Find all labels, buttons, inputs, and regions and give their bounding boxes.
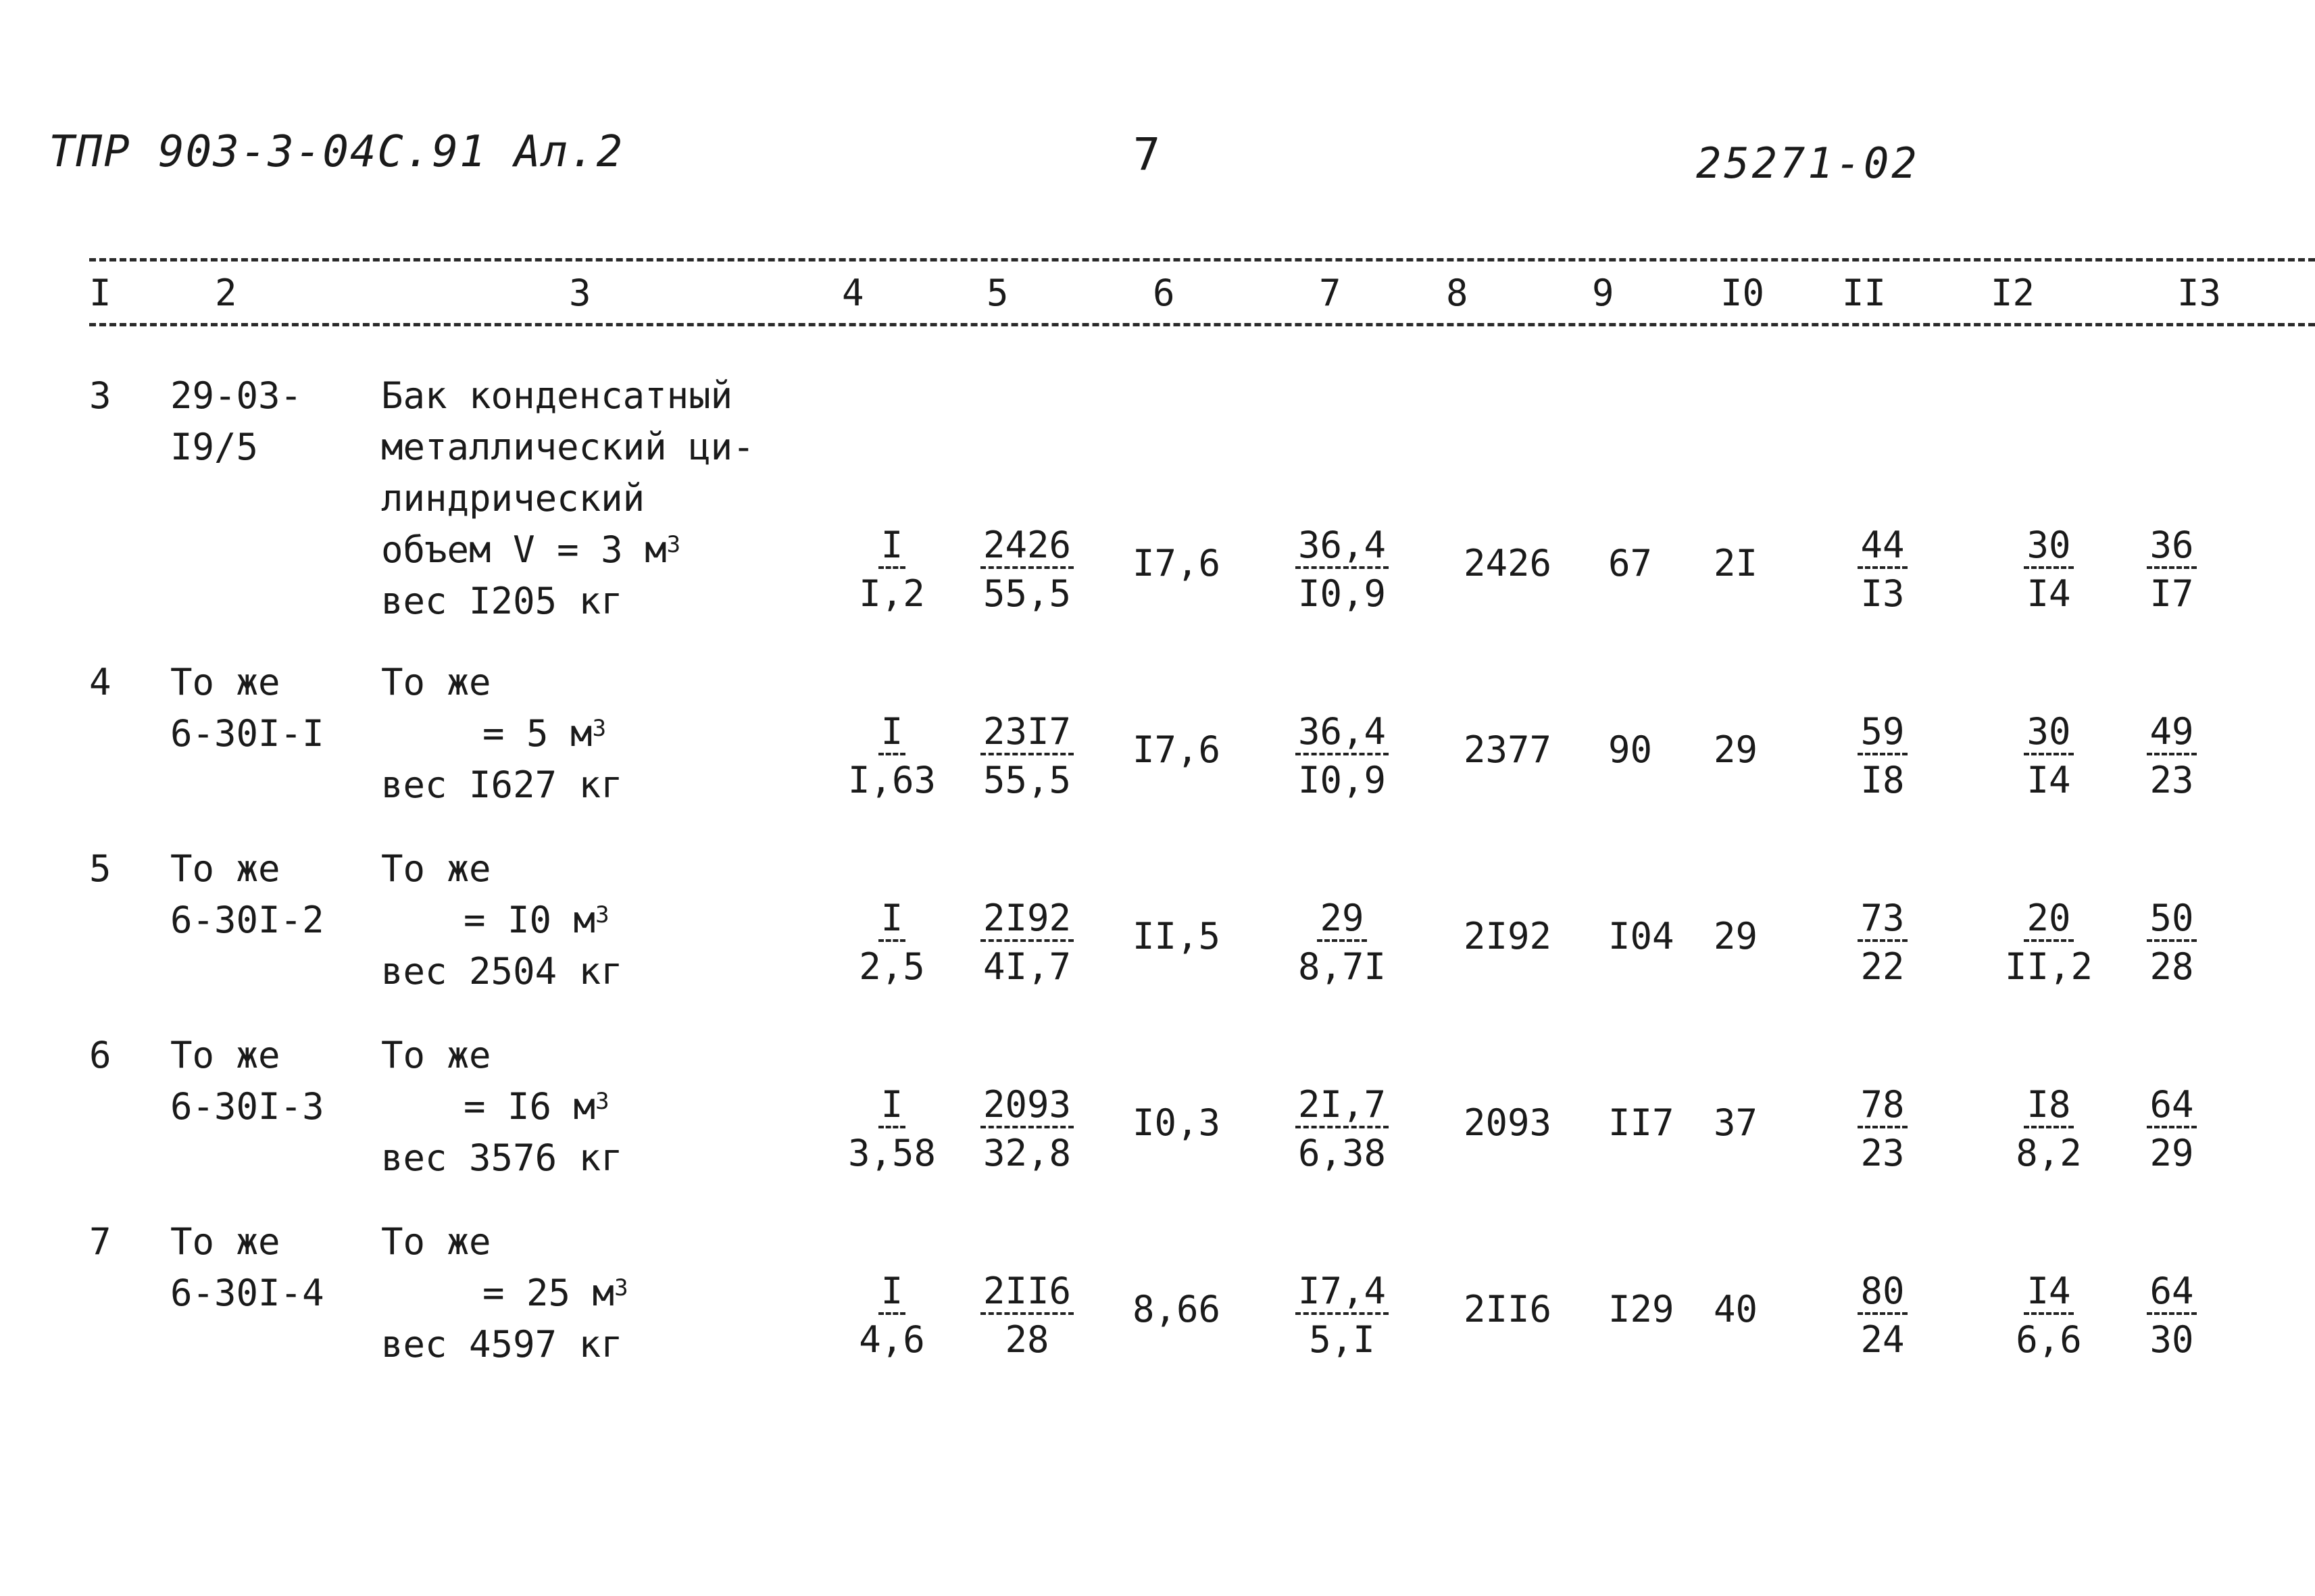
row-code: То же 6-30I-4 (170, 1220, 324, 1314)
cell-col7: $\frac{2I,7}{6,38}$ (1268, 1084, 1416, 1178)
cell-col9: 67 (1608, 542, 1653, 584)
column-header-8: 8 (1446, 272, 1468, 314)
cell-col10: 40 (1714, 1288, 1758, 1330)
cell-col12: $\frac{I4}{6,6}$ (2016, 1270, 2082, 1361)
cell-col11: $\frac{78}{23}$ (1808, 1084, 1957, 1178)
cell-col10: 29 (1714, 728, 1758, 771)
cell-col10: 29 (1714, 915, 1758, 957)
cell-col13: $\frac{36}{I7}$ (2097, 524, 2246, 619)
cell-col13: $\frac{50}{28}$ (2097, 897, 2246, 992)
cell-col12: $\frac{20}{II,2}$ (2004, 897, 2093, 988)
column-header-10: I0 (1720, 272, 1765, 314)
cell-col4: $\frac{I}{2,5}$ (859, 897, 925, 988)
row-code: То же 6-30I-I (170, 661, 324, 755)
cell-col13: $\frac{49}{23}$ (2097, 711, 2246, 805)
cell-col7: $\frac{36,4}{I0,9}$ (1268, 711, 1416, 805)
cell-col5: $\frac{2093}{32,8}$ (953, 1084, 1101, 1178)
cell-col12: $\frac{30}{I4}$ (1974, 711, 2123, 805)
cell-col9: II7 (1608, 1101, 1674, 1144)
cell-col6: I0,3 (1132, 1101, 1221, 1144)
row-description: Бак конденсатный металлический ци- линдрический объем V = 3 $м^3$ вес I205 кг (381, 374, 755, 622)
row-number: 7 (89, 1220, 111, 1263)
cell-col12: $\frac{30}{I4}$ (1974, 524, 2123, 619)
column-header-1: I (89, 272, 111, 314)
cell-col8: 2I92 (1464, 915, 1552, 957)
cell-col9: I29 (1608, 1288, 1674, 1330)
row-description: То же = 5 $м^3$ вес I627 кг (381, 661, 623, 806)
column-header-9: 9 (1592, 272, 1614, 314)
column-header-4: 4 (842, 272, 864, 314)
cell-col8: 2II6 (1464, 1288, 1552, 1330)
column-header-13: I3 (2177, 272, 2222, 314)
row-description: То же = I0 $м^3$ вес 2504 кг (381, 847, 623, 993)
cell-col8: 2377 (1464, 728, 1552, 771)
column-header-11: II (1842, 272, 1887, 314)
cell-col8: 2426 (1464, 542, 1552, 584)
cell-col11: $\frac{80}{24}$ (1808, 1270, 1957, 1365)
inventory-number: 25271-02 (1696, 139, 1920, 188)
cell-col6: II,5 (1132, 915, 1221, 957)
document-code: ТПР 903-3-04С.91 Ал.2 (49, 127, 624, 177)
header-top-rule (89, 258, 2315, 261)
row-number: 6 (89, 1034, 111, 1076)
cell-col5: $\frac{2II6}{28}$ (953, 1270, 1101, 1365)
cell-col10: 37 (1714, 1101, 1758, 1144)
column-header-6: 6 (1153, 272, 1175, 314)
row-code: То же 6-30I-2 (170, 847, 324, 941)
cell-col13: $\frac{64}{29}$ (2097, 1084, 2246, 1178)
cell-col11: $\frac{59}{I8}$ (1808, 711, 1957, 805)
header-bottom-rule (89, 323, 2315, 326)
cell-col13: $\frac{64}{30}$ (2097, 1270, 2246, 1365)
cell-col4: $\frac{I}{3,58}$ (847, 1083, 937, 1174)
cell-col5: $\frac{2I92}{4I,7}$ (953, 897, 1101, 992)
cell-col6: 8,66 (1132, 1288, 1221, 1330)
cell-col8: 2093 (1464, 1101, 1552, 1144)
cell-col7: $\frac{29}{8,7I}$ (1297, 897, 1387, 988)
row-code: 29-03- I9/5 (170, 374, 303, 468)
cell-col10: 2I (1714, 542, 1758, 584)
cell-col12: $\frac{I8}{8,2}$ (2016, 1083, 2082, 1174)
column-header-5: 5 (987, 272, 1009, 314)
cell-col5: $\frac{2426}{55,5}$ (953, 524, 1101, 619)
row-number: 5 (89, 847, 111, 890)
cell-col9: I04 (1608, 915, 1674, 957)
cell-col7: $\frac{36,4}{I0,9}$ (1268, 524, 1416, 619)
row-description: То же = I6 $м^3$ вес 3576 кг (381, 1034, 623, 1179)
row-code: То же 6-30I-3 (170, 1034, 324, 1128)
cell-col11: $\frac{44}{I3}$ (1808, 524, 1957, 619)
column-header-12: I2 (1991, 272, 2035, 314)
cell-col7: $\frac{I7,4}{5,I}$ (1268, 1270, 1416, 1365)
cell-col6: I7,6 (1132, 542, 1221, 584)
cell-col11: $\frac{73}{22}$ (1808, 897, 1957, 992)
column-header-3: 3 (569, 272, 591, 314)
cell-col4: $\frac{I}{I,63}$ (847, 710, 937, 801)
cell-col6: I7,6 (1132, 728, 1221, 771)
cell-col4: $\frac{I}{I,2}$ (859, 524, 925, 615)
cell-col4: $\frac{I}{4,6}$ (859, 1270, 925, 1361)
cell-col5: $\frac{23I7}{55,5}$ (953, 711, 1101, 805)
row-number: 3 (89, 374, 111, 417)
row-number: 4 (89, 661, 111, 703)
column-header-2: 2 (215, 272, 237, 314)
cell-col9: 90 (1608, 728, 1653, 771)
column-header-7: 7 (1319, 272, 1341, 314)
page-number: 7 (1132, 128, 1161, 180)
row-description: То же = 25 $м^3$ вес 4597 кг (381, 1220, 628, 1366)
